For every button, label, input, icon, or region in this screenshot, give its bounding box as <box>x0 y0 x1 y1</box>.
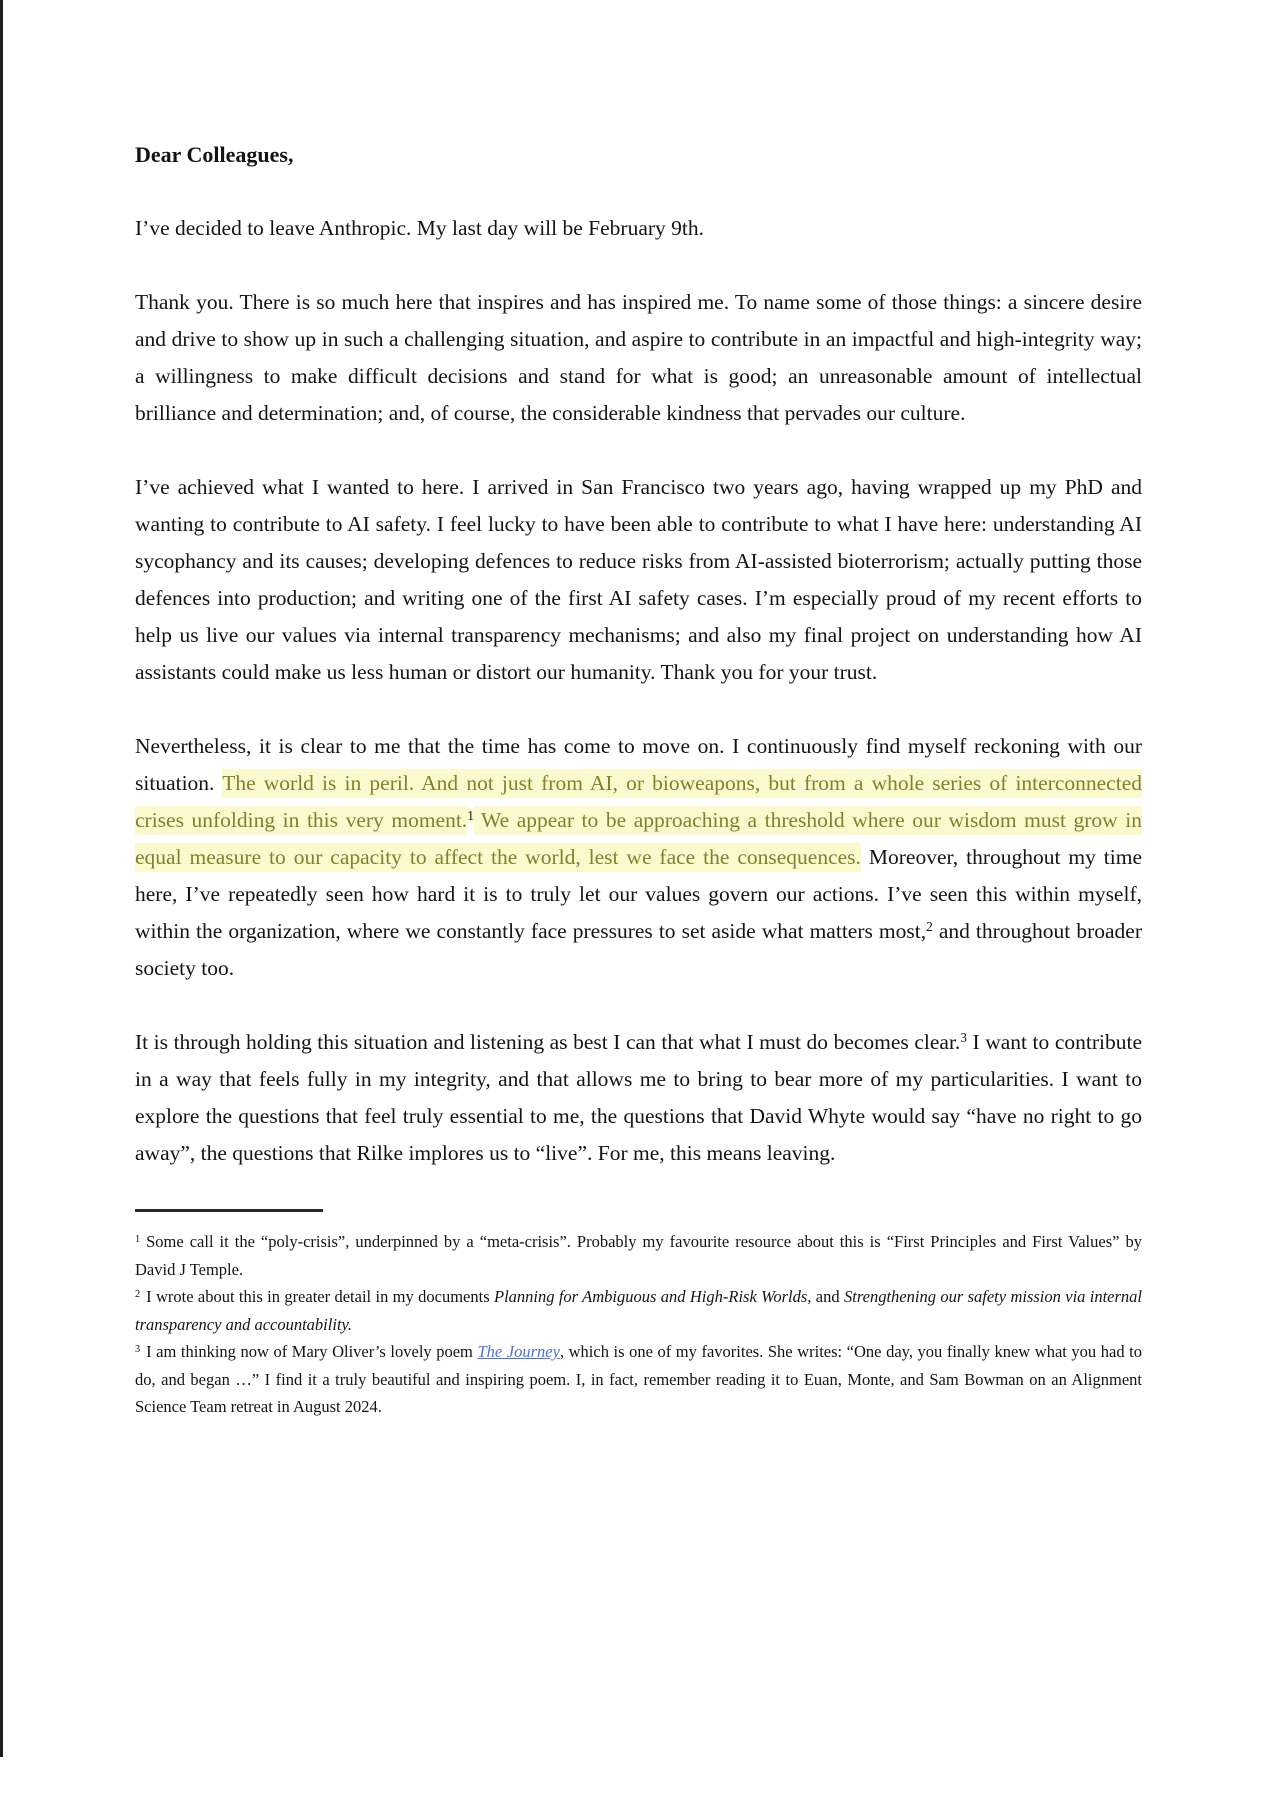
letter-paragraph-nevertheless <box>135 728 1142 987</box>
footnote-2 <box>135 1283 1142 1338</box>
footnote-reference-superscript: 1 <box>467 808 474 824</box>
text-run: It is through holding this situation and listening as best I can that what I must do becomes clear. <box>135 1030 961 1054</box>
text-run: I want to contribute in a way that feels fully in my integrity, and that allows me to bring to bear more of my particularities. I want to explore the questions that feel truly essential to me, the questions that David Whyte would say “have no right to go away”, the questions that Rilke implores us to “live”. For me, this means leaving. <box>135 1030 1142 1165</box>
text-run: I’ve decided to leave Anthropic. My last day will be February 9th. <box>135 216 704 240</box>
text-run: Planning for Ambiguous and High-Risk Worlds, <box>493 1287 812 1306</box>
footnote-1-text <box>135 1232 1142 1279</box>
letter-paragraph-decision <box>135 210 1142 247</box>
letter-paragraph-closing <box>135 1024 1142 1172</box>
text-run: Strengthening our safety mission via internal transparency and accountability. <box>135 1287 1143 1334</box>
footnote-reference-superscript: 2 <box>926 919 933 935</box>
footnote-2-text <box>135 1287 1142 1334</box>
footnote-3-text <box>135 1342 1142 1416</box>
text-run: I am thinking now of Mary Oliver’s lovely poem <box>146 1342 478 1361</box>
footnote-separator <box>135 1209 323 1212</box>
footnote-3-number: 3 <box>135 1343 141 1355</box>
letter-paragraph-thank-you <box>135 284 1142 432</box>
footnotes-section <box>135 1209 1142 1421</box>
highlighted-text-run: The world is in peril. And not just from AI, or bioweapons, but from a whole series of interconnected crises unfolding in this very moment. <box>135 769 1142 835</box>
highlighted-text-run: We appear to be approaching a threshold where our wisdom must grow in equal measure to our capacity to affect the world, lest we face the consequences. <box>135 806 1142 872</box>
footnote-reference-superscript: 3 <box>960 1030 967 1046</box>
letter-greeting: Dear Colleagues, <box>135 142 294 167</box>
footnote-2-number: 2 <box>135 1288 141 1300</box>
text-run: I’ve achieved what I wanted to here. I arrived in San Francisco two years ago, having wrapped up my PhD and wanting to contribute to AI safety. I feel lucky to have been able to contribute to what I have here: understanding AI sycophancy and its causes; developing defences to reduce risks from AI-assisted bioterrorism; actually putting those defences into production; and writing one of the first AI safety cases. I’m especially proud of my recent efforts to help us live our values via internal transparency mechanisms; and also my final project on understanding how AI assistants could make us less human or distort our humanity. Thank you for your trust. <box>135 475 1142 684</box>
letter-document <box>135 136 1142 1421</box>
text-run: Nevertheless, it is clear to me that the time has come to move on. I continuously find myself reckoning with our situation. <box>135 734 1142 795</box>
text-run: I wrote about this in greater detail in my documents <box>146 1287 494 1306</box>
text-run: and throughout broader society too. <box>135 919 1142 980</box>
footnote-1 <box>135 1228 1142 1283</box>
text-run: Moreover, throughout my time here, I’ve repeatedly seen how hard it is to truly let our values govern our actions. I’ve seen this within myself, within the organization, where we constantly face pressures to set aside what matters most, <box>135 845 1142 943</box>
footnote-3 <box>135 1338 1142 1421</box>
text-run: , which is one of my favorites. She writes: “One day, you finally knew what you had to do, and began …” I find it a truly beautiful and inspiring poem. I, in fact, remember reading it to Euan, Monte, and Sam Bowman on an Alignment Science Team retreat in August 2024. <box>135 1342 1142 1416</box>
footnote-1-number: 1 <box>135 1233 141 1245</box>
text-run: Thank you. There is so much here that inspires and has inspired me. To name some of those things: a sincere desire and drive to show up in such a challenging situation, and aspire to contribute in an impactful and high-integrity way; a willingness to make difficult decisions and stand for what is good; an unreasonable amount of intellectual brilliance and determination; and, of course, the considerable kindness that pervades our culture. <box>135 290 1142 425</box>
the-journey-link[interactable]: The Journey <box>477 1342 560 1361</box>
text-run: Some call it the “poly-crisis”, underpinned by a “meta-crisis”. Probably my favourite resource about this is “First Principles and First Values” by David J Temple. <box>135 1232 1142 1279</box>
text-run: and <box>811 1287 844 1306</box>
letter-paragraph-achievements <box>135 469 1142 691</box>
page-left-border <box>0 0 3 1757</box>
